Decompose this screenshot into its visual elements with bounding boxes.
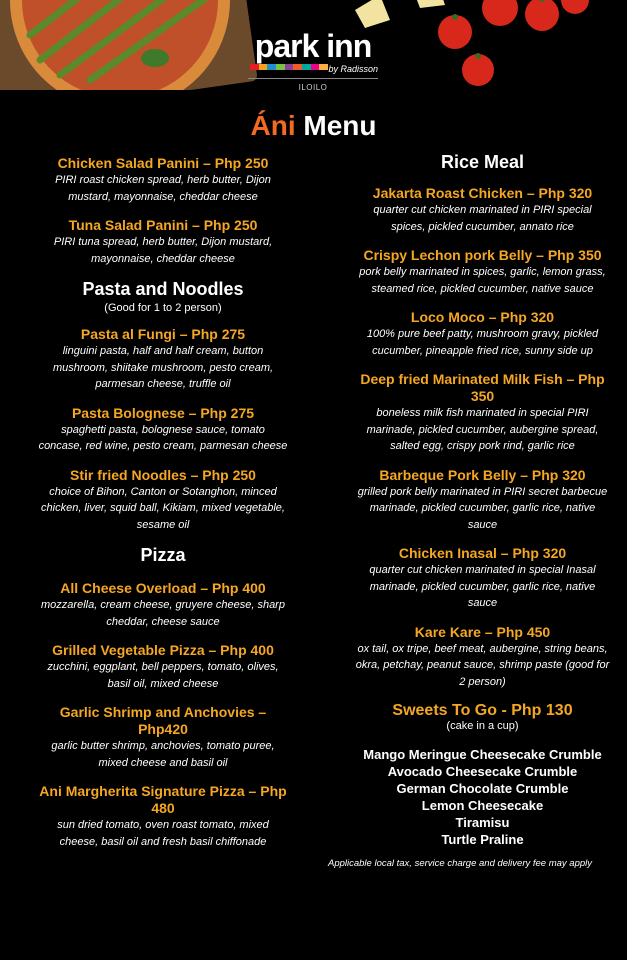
section-subtitle-pasta: (Good for 1 to 2 person) (104, 302, 222, 314)
menu-item (355, 185, 610, 235)
item-name: Pasta al Fungi – Php 275 (80, 326, 246, 342)
section-title-pizza: Pizza (140, 545, 186, 565)
item-desc: ox tail, ox tripe, beef meat, aubergine, string beans, okra, petchay, peanut sauce, shrimp paste (good for 2 person) (355, 642, 610, 688)
item-name: Crispy Lechon pork Belly – Php 350 (363, 247, 602, 263)
tomatoes-photo (350, 0, 627, 90)
sweets-title: Sweets To Go - Php 130 (392, 702, 573, 719)
menu-item (38, 783, 288, 850)
item-desc: boneless milk fish marinated in special PIRI marinade, pickled cucumber, aubergine spread, salted egg, crispy pork rind, garlic rice (366, 407, 599, 452)
item-desc: 100% pure beef patty, mushroom gravy, pickled cucumber, pineapple fried rice, sunny side up (366, 328, 599, 357)
item-name: All Cheese Overload – Php 400 (60, 580, 266, 596)
sweet-item: Turtle Praline (441, 832, 524, 847)
item-desc: quarter cut chicken marinated in special Inasal marinade, pickled cucumber, garlic rice, native sauce (369, 564, 596, 609)
item-desc: linguini pasta, half and half cream, button mushroom, shiitake mushroom, pesto cream, parmesan cheese, truffle oil (52, 345, 274, 390)
menu-item (355, 309, 610, 359)
item-name: Chicken Inasal – Php 320 (398, 545, 567, 561)
menu-item (38, 704, 288, 771)
sweet-item: Lemon Cheesecake (421, 798, 544, 813)
menu-title-accent: Áni (250, 110, 296, 141)
menu-item (355, 467, 610, 534)
item-desc: pork belly marinated in spices, garlic, lemon grass, steamed rice, pickled cucumber, native sauce (359, 266, 606, 295)
item-desc: PIRI roast chicken spread, herb butter, Dijon mustard, mayonnaise, cheddar cheese (55, 174, 271, 203)
item-desc: grilled pork belly marinated in PIRI secret barbecue marinade, pickled cucumber, garlic rice, native sauce (357, 485, 608, 531)
item-name: Kare Kare – Php 450 (414, 623, 551, 640)
menu-item (38, 642, 288, 692)
sweet-item: German Chocolate Crumble (396, 781, 569, 796)
menu-item (355, 371, 610, 455)
item-desc: garlic butter shrimp, anchovies, tomato puree, mixed cheese and basil oil (51, 740, 275, 769)
sweet-item: Mango Meringue Cheesecake Crumble (363, 747, 602, 762)
section-title-pasta: Pasta and Noodles (82, 279, 244, 299)
menu-item (355, 545, 610, 612)
item-desc: zucchini, eggplant, bell peppers, tomato, olives, basil oil, mixed cheese (47, 661, 279, 690)
item-name: Garlic Shrimp and Anchovies – Php420 (59, 704, 267, 737)
item-name: Stir fried Noodles – Php 250 (70, 466, 256, 483)
item-name: Pasta Bolognese – Php 275 (71, 404, 255, 421)
item-desc: mozzarella, cream cheese, gruyere cheese, sharp cheddar, cheese sauce (41, 599, 285, 628)
right-column (327, 148, 610, 869)
brand-by: by Radisson (328, 64, 378, 74)
sweets-subtitle: (cake in a cup) (446, 720, 519, 732)
item-name: Ani Margherita Signature Pizza – Php 480 (39, 783, 287, 816)
menu-item (355, 247, 610, 297)
item-name: Tuna Salad Panini – Php 250 (68, 217, 258, 233)
sweet-item: Tiramisu (455, 815, 510, 830)
item-name: Deep fried Marinated Milk Fish – Php 350 (360, 371, 605, 404)
menu-item (38, 405, 288, 455)
item-desc: PIRI tuna spread, herb butter, Dijon mustard, mayonnaise, cheddar cheese (53, 236, 273, 265)
item-desc: choice of Bihon, Canton or Sotanghon, minced chicken, liver, squid ball, Kikiam, mixed vegetable, sesame oil (41, 485, 285, 531)
menu-item (38, 217, 288, 267)
pizza-photo (0, 0, 260, 90)
brand-stripes (250, 64, 328, 70)
item-name: Chicken Salad Panini – Php 250 (57, 155, 269, 171)
brand-name: park inn (254, 28, 372, 64)
menu-title-rest: Menu (303, 110, 377, 141)
item-name: Barbeque Pork Belly – Php 320 (379, 466, 586, 483)
logo-divider (248, 78, 378, 79)
item-name: Loco Moco – Php 320 (410, 309, 555, 325)
menu-item (38, 467, 288, 534)
menu-title (0, 110, 627, 142)
section-title-rice: Rice Meal (440, 152, 525, 172)
hotel-logo (248, 30, 378, 92)
item-name: Grilled Vegetable Pizza – Php 400 (52, 642, 274, 658)
tax-note: Applicable local tax, service charge and delivery fee may apply (327, 858, 593, 869)
menu-item (38, 326, 288, 393)
menu-item (38, 155, 288, 205)
brand-city: ILOILO (298, 83, 328, 92)
sweet-item: Avocado Cheesecake Crumble (387, 764, 578, 779)
left-column (38, 155, 288, 862)
item-desc: sun dried tomato, oven roast tomato, mixed cheese, basil oil and fresh basil chiffonade (57, 819, 269, 848)
menu-item (38, 580, 288, 630)
item-name: Jakarta Roast Chicken – Php 320 (372, 185, 593, 201)
item-desc: spaghetti pasta, bolognese sauce, tomato concase, red wine, pesto cream, parmesan cheese (38, 423, 288, 452)
menu-item (355, 624, 610, 691)
item-desc: quarter cut chicken marinated in PIRI special spices, pickled cucumber, annato rice (373, 204, 592, 233)
